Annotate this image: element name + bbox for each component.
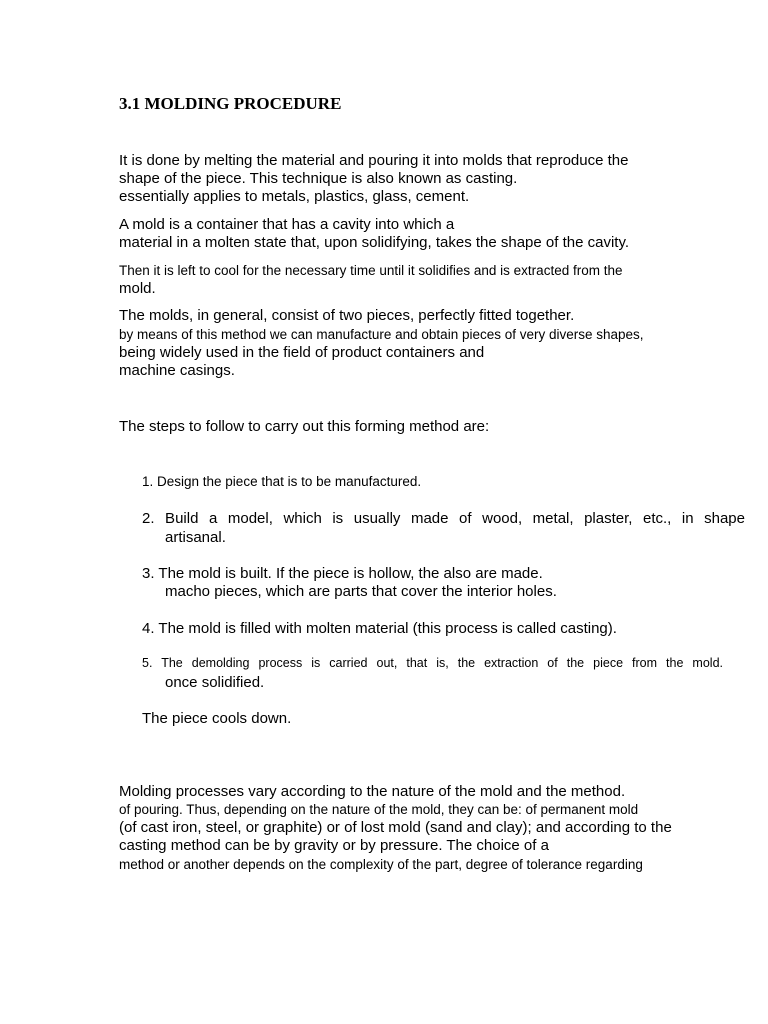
piece-cools-line: The piece cools down. (142, 710, 292, 727)
molds-general-line-4: machine casings. (119, 362, 235, 379)
step-1: 1. Design the piece that is to be manufactured. (142, 474, 422, 489)
closing-line-3: (of cast iron, steel, or graphite) or of lost mold (sand and clay); and according to the (119, 819, 672, 836)
closing-line-1: Molding processes vary according to the nature of the mold and the method. (119, 783, 626, 800)
step-2-line-2: artisanal. (165, 529, 226, 546)
step-2-line-1: 2. Build a model, which is usually made of wood, metal, plaster, etc., in shape (142, 510, 745, 527)
step-5-line-2: once solidified. (165, 674, 265, 691)
step-3-line-1: 3. The mold is built. If the piece is hollow, the also are made. (142, 565, 543, 582)
step-5-line-1: 5. The demolding process is carried out, that is, the extraction of the piece from the mold. (142, 656, 723, 670)
closing-line-5: method or another depends on the complexity of the part, degree of tolerance regarding (119, 857, 643, 872)
mold-definition-line-1: A mold is a container that has a cavity into which a (119, 216, 455, 233)
molds-general-line-3: being widely used in the field of product containers and (119, 344, 485, 361)
closing-line-4: casting method can be by gravity or by pressure. The choice of a (119, 837, 549, 854)
step-4: 4. The mold is filled with molten material (this process is called casting). (142, 620, 617, 637)
cooling-line-2: mold. (119, 280, 156, 297)
cooling-line-1: Then it is left to cool for the necessary time until it solidifies and is extracted from the (119, 263, 623, 278)
steps-intro: The steps to follow to carry out this forming method are: (119, 418, 490, 435)
intro-line-1: It is done by melting the material and pouring it into molds that reproduce the (119, 152, 629, 169)
step-3-line-2: macho pieces, which are parts that cover the interior holes. (165, 583, 557, 600)
intro-line-2: shape of the piece. This technique is also known as casting. (119, 170, 518, 187)
section-heading: 3.1 MOLDING PROCEDURE (119, 94, 342, 113)
closing-line-2: of pouring. Thus, depending on the nature of the mold, they can be: of permanent mold (119, 802, 639, 817)
molds-general-line-1: The molds, in general, consist of two pieces, perfectly fitted together. (119, 307, 575, 324)
intro-line-3: essentially applies to metals, plastics, glass, cement. (119, 188, 470, 205)
molds-general-line-2: by means of this method we can manufacture and obtain pieces of very diverse shapes, (119, 327, 644, 342)
mold-definition-line-2: material in a molten state that, upon solidifying, takes the shape of the cavity. (119, 234, 630, 251)
